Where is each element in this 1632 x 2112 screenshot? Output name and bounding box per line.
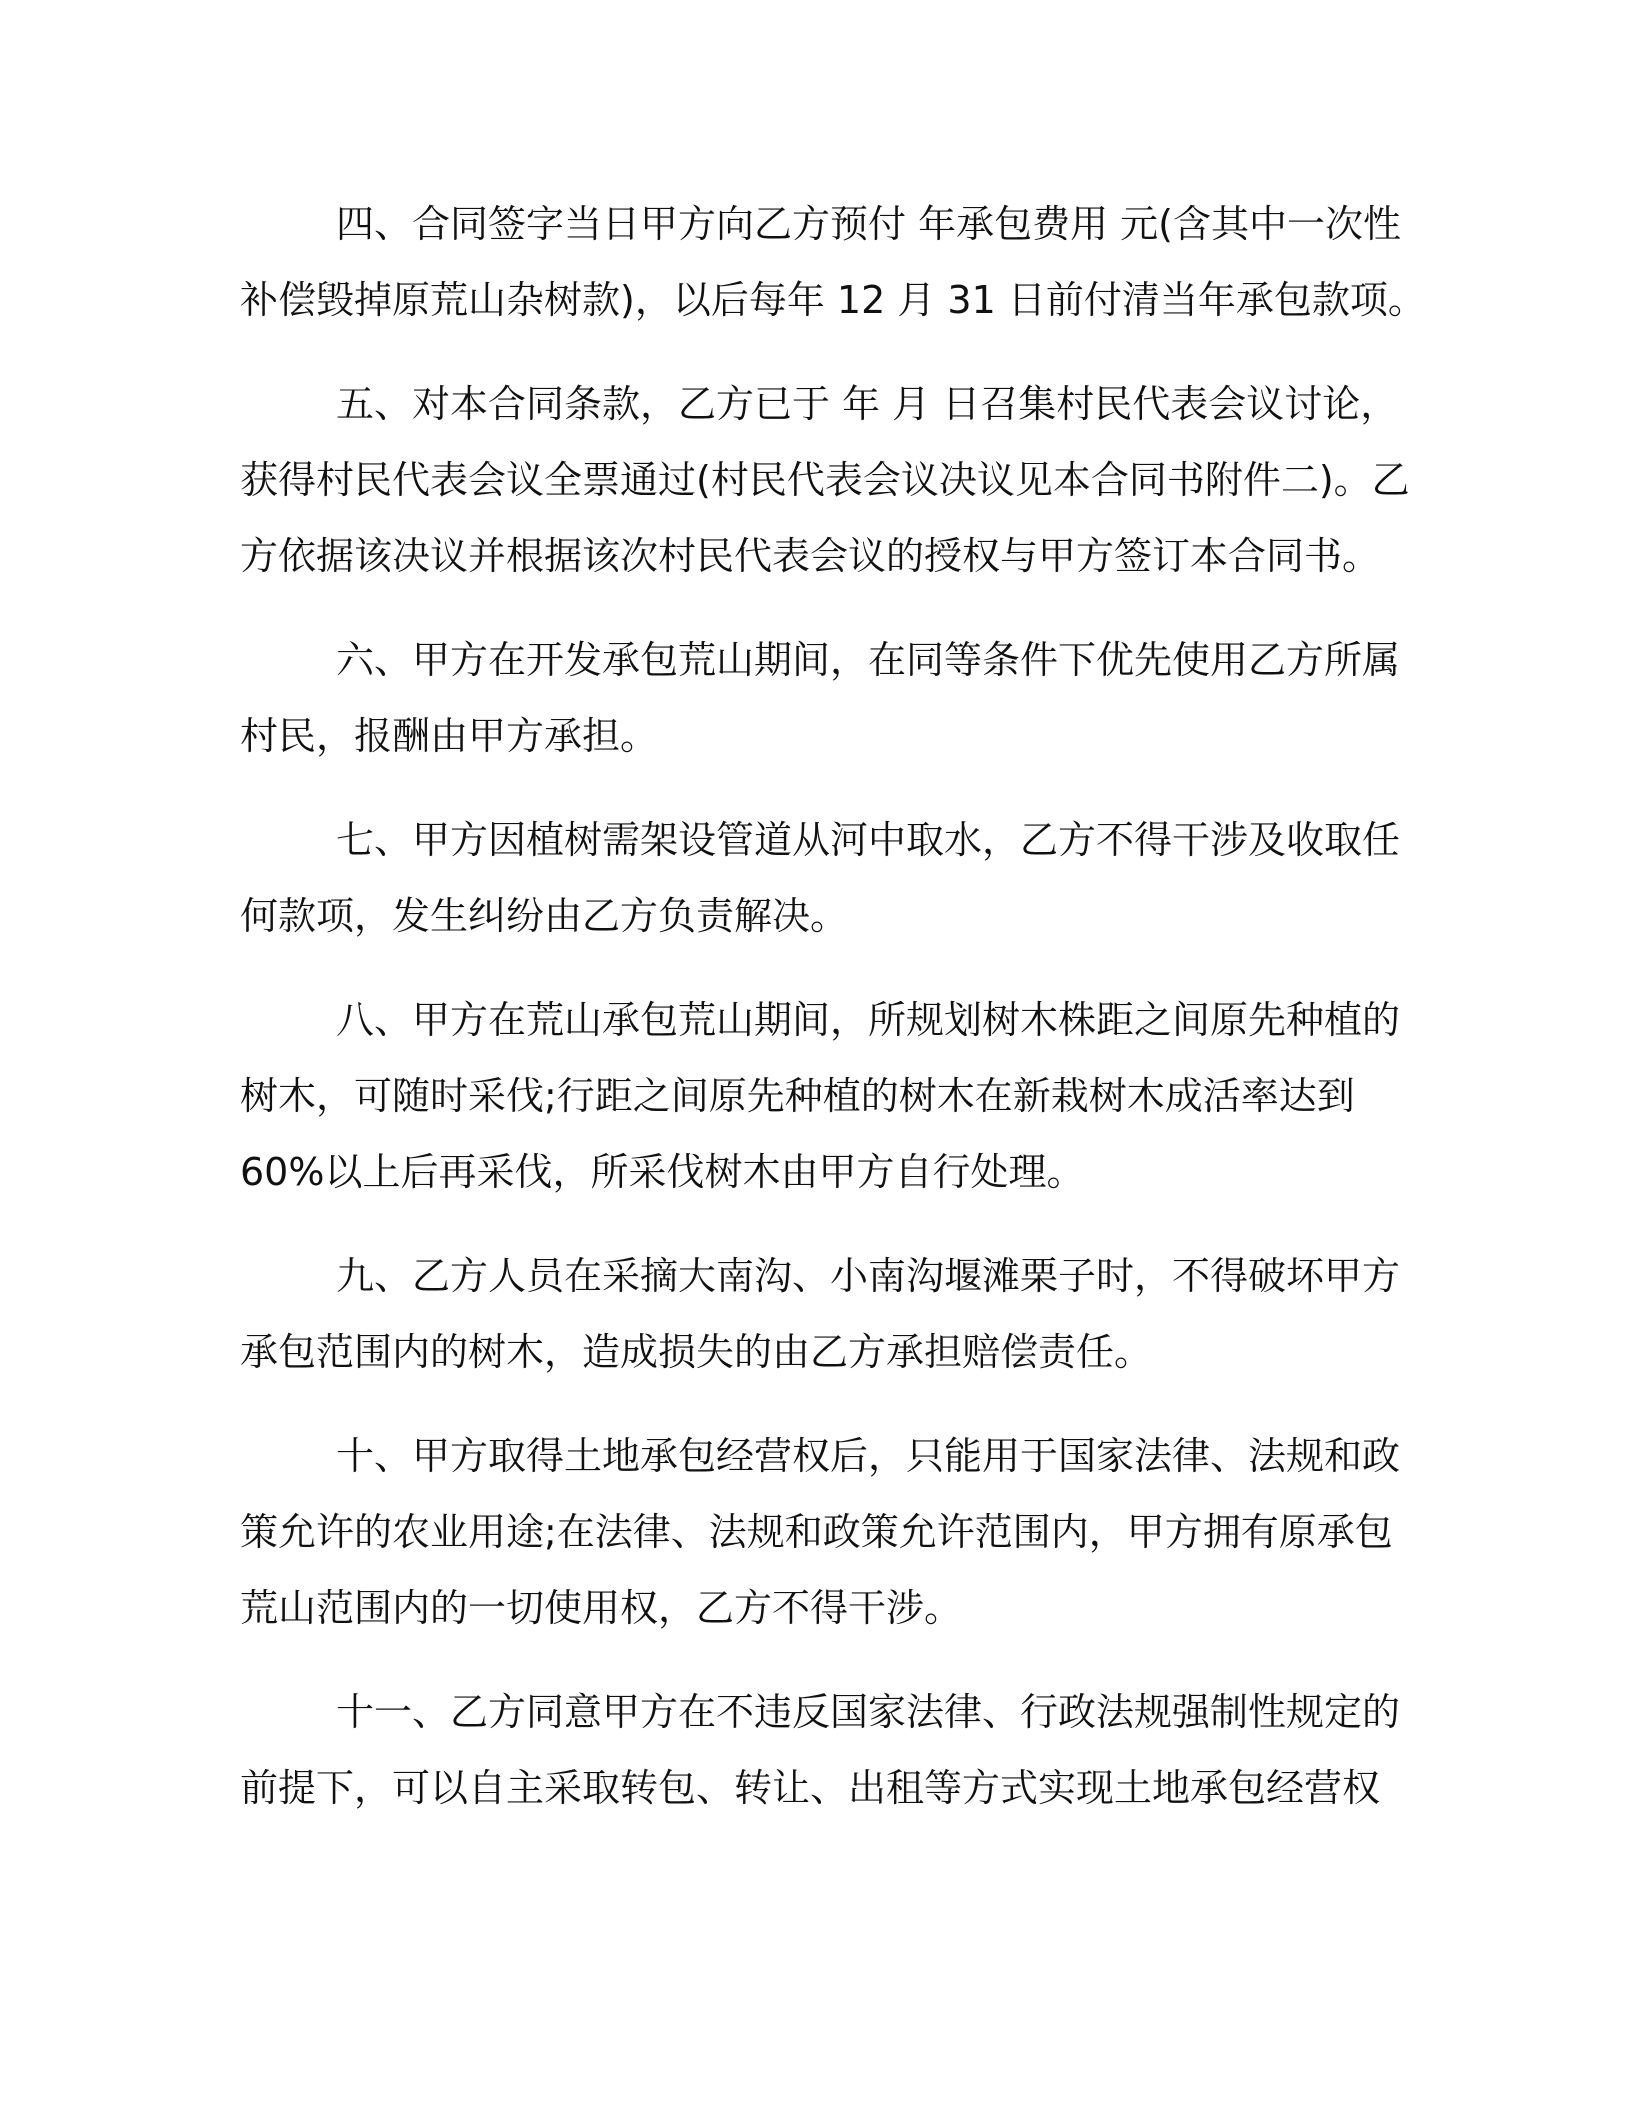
clause-5 [240,366,1410,594]
clause-11 [240,1674,1401,1826]
paragraph-line: 荒山范围内的一切使用权，乙方不得干涉。 [240,1586,963,1630]
clause-6 [240,622,1401,774]
paragraph-line: 七、甲方因植树需架设管道从河中取水，乙方不得干涉及收取任 [336,818,1401,862]
paragraph-line: 补偿毁掉原荒山杂树款)，以后每年 12 月 31 日前付清当年承包款项。 [240,278,1426,322]
paragraph-line: 村民，报酬由甲方承担。 [240,714,659,758]
clause-9 [240,1238,1401,1390]
paragraph-line: 十一、乙方同意甲方在不违反国家法律、行政法规强制性规定的 [336,1690,1401,1734]
clause-4 [240,186,1426,338]
paragraph-line: 方依据该决议并根据该次村民代表会议的授权与甲方签订本合同书。 [240,534,1381,578]
clause-8 [240,982,1401,1210]
contract-body [240,186,1426,1854]
paragraph-line: 前提下，可以自主采取转包、转让、出租等方式实现土地承包经营权 [240,1766,1381,1810]
paragraph-line: 树木，可随时采伐;行距之间原先种植的树木在新栽树木成活率达到 [240,1074,1355,1118]
paragraph-line: 八、甲方在荒山承包荒山期间，所规划树木株距之间原先种植的 [336,998,1401,1042]
paragraph-line: 获得村民代表会议全票通过(村民代表会议决议见本合同书附件二)。乙 [240,458,1410,502]
paragraph-line: 十、甲方取得土地承包经营权后，只能用于国家法律、法规和政 [336,1434,1401,1478]
paragraph-line: 何款项，发生纠纷由乙方负责解决。 [240,894,849,938]
paragraph-line: 五、对本合同条款，乙方已于 年 月 日召集村民代表会议讨论， [336,382,1399,426]
paragraph-line: 九、乙方人员在采摘大南沟、小南沟堰滩栗子时，不得破坏甲方 [336,1254,1401,1298]
paragraph-line: 60%以上后再采伐，所采伐树木由甲方自行处理。 [240,1150,1085,1194]
paragraph-line: 承包范围内的树木，造成损失的由乙方承担赔偿责任。 [240,1330,1153,1374]
paragraph-line: 策允许的农业用途;在法律、法规和政策允许范围内，甲方拥有原承包 [240,1510,1393,1554]
clause-7 [240,802,1401,954]
paragraph-line: 六、甲方在开发承包荒山期间，在同等条件下优先使用乙方所属 [336,638,1401,682]
paragraph-line: 四、合同签字当日甲方向乙方预付 年承包费用 元(含其中一次性 [336,202,1401,246]
clause-10 [240,1418,1401,1646]
